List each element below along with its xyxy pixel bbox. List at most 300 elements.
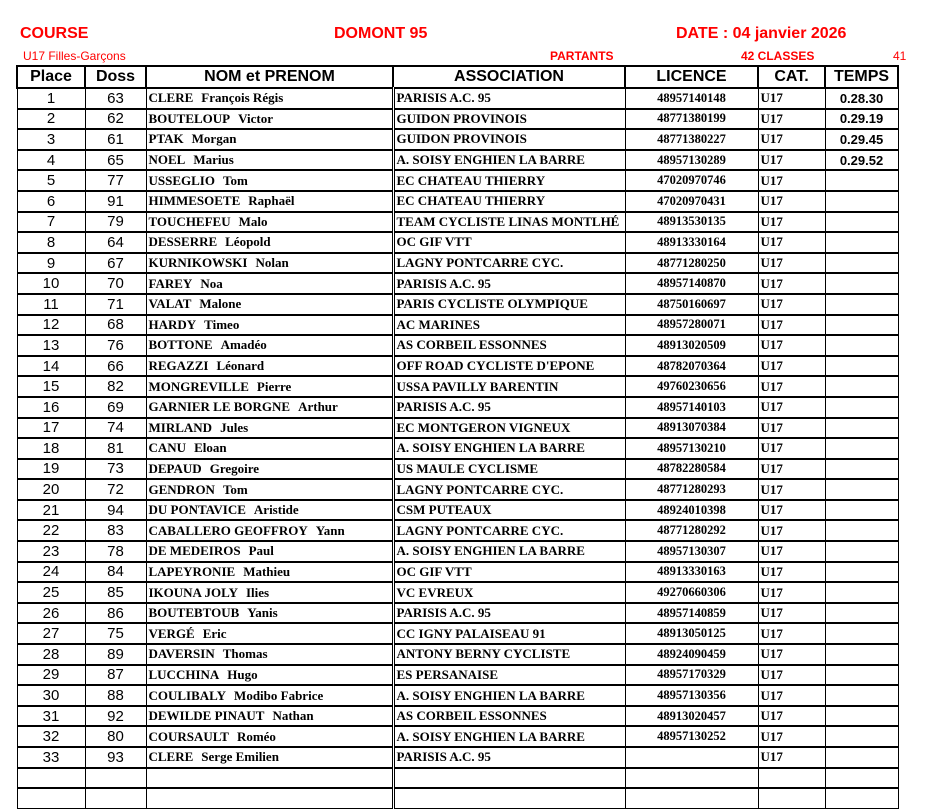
cell-place: 14 [17,356,85,377]
cell-association: PARISIS A.C. 95 [393,747,625,768]
cell-association: PARIS CYCLISTE OLYMPIQUE [393,294,625,315]
cell-association: USSA PAVILLY BARENTIN [393,376,625,397]
cell-nom-prenom [146,253,393,274]
cell-cat: U17 [758,541,825,562]
table-row [17,644,898,665]
last-name: NOEL [148,152,186,168]
cell-association: AC MARINES [393,315,625,336]
last-name: VERGÉ [148,625,195,641]
cell-nom-prenom [146,191,393,212]
cell-licence: 48913330164 [625,232,758,253]
cell-doss: 62 [85,109,146,130]
cell-doss: 77 [85,170,146,191]
cell-licence: 48771380227 [625,129,758,150]
cell-association: PARISIS A.C. 95 [393,273,625,294]
cell-licence: 48913050125 [625,623,758,644]
table-row [17,232,898,253]
cell-cat: U17 [758,726,825,747]
cell-cat: U17 [758,273,825,294]
cell-association: GUIDON PROVINOIS [393,109,625,130]
first-name: Eloan [194,440,227,456]
cell-place: 2 [17,109,85,130]
cell-association: AS CORBEIL ESSONNES [393,335,625,356]
cell-cat: U17 [758,376,825,397]
cell-place: 20 [17,479,85,500]
cell-doss: 76 [85,335,146,356]
cell-place: 18 [17,438,85,459]
cell-cat: U17 [758,459,825,480]
cell-nom-prenom [146,232,393,253]
cell-licence: 48913020457 [625,706,758,727]
table-row [17,253,898,274]
cell-place: 13 [17,335,85,356]
cell-doss: 75 [85,623,146,644]
cell-licence: 48957130307 [625,541,758,562]
cell-nom-prenom [146,170,393,191]
cell-place: 4 [17,150,85,171]
cell-place: 33 [17,747,85,768]
cell-licence: 48957130252 [625,726,758,747]
cell-doss: 68 [85,315,146,336]
empty-cell [85,788,146,808]
cell-place: 10 [17,273,85,294]
cell-nom-prenom [146,541,393,562]
table-row [17,315,898,336]
cell-temps [825,685,898,706]
cell-temps: 0.29.45 [825,129,898,150]
cell-nom-prenom [146,623,393,644]
first-name: Paul [248,543,274,559]
cell-licence: 48957130356 [625,685,758,706]
last-name: GENDRON [148,481,215,497]
last-name: BOUTELOUP [148,110,231,126]
empty-cell [146,788,393,808]
cell-temps: 0.29.19 [825,109,898,130]
cell-nom-prenom [146,685,393,706]
cell-doss: 72 [85,479,146,500]
cell-association: AS CORBEIL ESSONNES [393,706,625,727]
cell-doss: 94 [85,500,146,521]
cell-licence: 48913530135 [625,212,758,233]
cell-association: GUIDON PROVINOIS [393,129,625,150]
cell-cat: U17 [758,294,825,315]
cell-temps [825,479,898,500]
last-name: MIRLAND [148,419,213,435]
empty-cell [393,768,625,789]
empty-cell [825,768,898,789]
cell-licence: 48924010398 [625,500,758,521]
cell-licence: 48957140870 [625,273,758,294]
cell-licence: 48957140859 [625,603,758,624]
cell-temps [825,212,898,233]
cell-nom-prenom [146,582,393,603]
cell-doss: 65 [85,150,146,171]
cell-nom-prenom [146,88,393,109]
cell-association: ANTONY BERNY CYCLISTE [393,644,625,665]
cell-licence: 48913070384 [625,418,758,439]
cell-association: PARISIS A.C. 95 [393,603,625,624]
cell-association: PARISIS A.C. 95 [393,88,625,109]
last-name: TOUCHEFEU [148,213,231,229]
cell-doss: 92 [85,706,146,727]
cell-doss: 87 [85,665,146,686]
cell-temps [825,562,898,583]
results-table [16,65,899,809]
cell-cat: U17 [758,623,825,644]
first-name: Tom [222,481,248,497]
cell-temps [825,520,898,541]
cell-doss: 73 [85,459,146,480]
cell-cat: U17 [758,315,825,336]
cell-place: 25 [17,582,85,603]
first-name: Tom [222,172,248,188]
cell-place: 23 [17,541,85,562]
cell-nom-prenom [146,129,393,150]
col-header-nom: NOM et PRENOM [146,66,393,88]
table-row [17,479,898,500]
first-name: Amadéo [220,337,267,353]
cell-temps [825,623,898,644]
cell-place: 5 [17,170,85,191]
table-row [17,88,898,109]
cell-doss: 71 [85,294,146,315]
first-name: Serge Emilien [201,749,279,765]
cell-association: EC CHATEAU THIERRY [393,191,625,212]
last-name: COURSAULT [148,728,229,744]
cell-temps [825,397,898,418]
cell-association: ES PERSANAISE [393,665,625,686]
last-name: BOTTONE [148,337,213,353]
table-row [17,438,898,459]
cell-association: TEAM CYCLISTE LINAS MONTLHÉ [393,212,625,233]
cell-doss: 78 [85,541,146,562]
table-row [17,397,898,418]
cell-cat: U17 [758,418,825,439]
cell-temps [825,356,898,377]
col-header-licence: LICENCE [625,66,758,88]
cell-temps [825,315,898,336]
last-name: USSEGLIO [148,172,215,188]
cell-place: 24 [17,562,85,583]
last-name: HARDY [148,316,197,332]
cell-association: LAGNY PONTCARRE CYC. [393,520,625,541]
last-name: CABALLERO GEOFFROY [148,522,308,538]
cell-nom-prenom [146,665,393,686]
last-name: BOUTEBTOUB [148,605,240,621]
cell-temps: 0.29.52 [825,150,898,171]
table-row [17,562,898,583]
cell-nom-prenom [146,459,393,480]
empty-cell [625,788,758,808]
empty-cell [85,768,146,789]
empty-cell [17,768,85,789]
cell-nom-prenom [146,335,393,356]
cell-association: A. SOISY ENGHIEN LA BARRE [393,541,625,562]
last-name: HIMMESOETE [148,193,241,209]
col-header-place: Place [17,66,85,88]
first-name: Aristide [253,502,299,518]
first-name: Léopold [225,234,271,250]
first-name: Noa [200,275,223,291]
cell-place: 1 [17,88,85,109]
cell-nom-prenom [146,479,393,500]
cell-licence [625,747,758,768]
cell-nom-prenom [146,418,393,439]
table-row [17,170,898,191]
table-row [17,129,898,150]
cell-cat: U17 [758,212,825,233]
cell-licence: 48957280071 [625,315,758,336]
table-row [17,150,898,171]
empty-cell [758,768,825,789]
cell-cat: U17 [758,520,825,541]
table-row [17,335,898,356]
cell-place: 31 [17,706,85,727]
cell-licence: 48771280293 [625,479,758,500]
col-header-doss: Doss [85,66,146,88]
cell-cat: U17 [758,685,825,706]
cell-place: 29 [17,665,85,686]
table-row [17,459,898,480]
empty-cell [625,768,758,789]
first-name: Malo [238,213,268,229]
cell-cat: U17 [758,191,825,212]
cell-place: 9 [17,253,85,274]
first-name: Mathieu [243,563,291,579]
cell-licence: 48782280584 [625,459,758,480]
cell-licence: 48771280250 [625,253,758,274]
cell-temps [825,541,898,562]
cell-place: 16 [17,397,85,418]
cell-temps [825,376,898,397]
cell-doss: 85 [85,582,146,603]
first-name: François Régis [201,90,284,106]
cell-nom-prenom [146,562,393,583]
cell-nom-prenom [146,397,393,418]
cell-association: OC GIF VTT [393,232,625,253]
cell-nom-prenom [146,273,393,294]
cell-cat: U17 [758,150,825,171]
empty-cell [393,788,625,808]
cell-temps [825,582,898,603]
classified-count: 41 [893,49,907,63]
table-row [17,294,898,315]
cell-licence: 48957170329 [625,665,758,686]
cell-doss: 88 [85,685,146,706]
cell-licence: 48913020509 [625,335,758,356]
cell-nom-prenom [146,109,393,130]
cell-temps [825,170,898,191]
race-date: DATE : 04 janvier 2026 [676,25,847,42]
cell-place: 7 [17,212,85,233]
first-name: Modibo Fabrice [234,687,324,703]
cell-temps [825,747,898,768]
cell-place: 8 [17,232,85,253]
last-name: LAPEYRONIE [148,563,236,579]
cell-nom-prenom [146,747,393,768]
cell-cat: U17 [758,706,825,727]
table-row [17,541,898,562]
cell-association: A. SOISY ENGHIEN LA BARRE [393,438,625,459]
cell-cat: U17 [758,253,825,274]
last-name: REGAZZI [148,358,209,374]
cell-cat: U17 [758,582,825,603]
cell-temps [825,418,898,439]
first-name: Ilies [245,584,270,600]
cell-doss: 93 [85,747,146,768]
empty-table-row [17,768,898,789]
empty-table-row [17,788,898,808]
cell-place: 19 [17,459,85,480]
cell-temps [825,603,898,624]
cell-association: A. SOISY ENGHIEN LA BARRE [393,726,625,747]
cell-place: 28 [17,644,85,665]
cell-place: 21 [17,500,85,521]
cell-nom-prenom [146,294,393,315]
last-name: PTAK [148,131,184,147]
cell-place: 27 [17,623,85,644]
cell-cat: U17 [758,438,825,459]
cell-temps [825,438,898,459]
last-name: MONGREVILLE [148,378,249,394]
cell-place: 32 [17,726,85,747]
cell-doss: 82 [85,376,146,397]
last-name: COULIBALY [148,687,227,703]
cell-place: 6 [17,191,85,212]
cell-cat: U17 [758,747,825,768]
cell-temps [825,294,898,315]
cell-temps [825,665,898,686]
cell-association: A. SOISY ENGHIEN LA BARRE [393,150,625,171]
cell-association: US MAULE CYCLISME [393,459,625,480]
empty-cell [17,788,85,808]
cell-nom-prenom [146,706,393,727]
cell-doss: 86 [85,603,146,624]
cell-nom-prenom [146,520,393,541]
course-label: COURSE [20,25,89,42]
cell-cat: U17 [758,500,825,521]
cell-association: LAGNY PONTCARRE CYC. [393,253,625,274]
cell-licence: 48957130210 [625,438,758,459]
last-name: DU PONTAVICE [148,502,246,518]
cell-licence: 49270660306 [625,582,758,603]
col-header-association: ASSOCIATION [393,66,625,88]
cell-temps [825,644,898,665]
cell-licence: 47020970431 [625,191,758,212]
first-name: Léonard [216,358,265,374]
last-name: VALAT [148,296,192,312]
cell-temps: 0.28.30 [825,88,898,109]
cell-temps [825,500,898,521]
cell-nom-prenom [146,438,393,459]
cell-cat: U17 [758,232,825,253]
table-row [17,726,898,747]
first-name: Pierre [256,378,292,394]
cell-licence: 48750160697 [625,294,758,315]
first-name: Thomas [222,646,268,662]
cell-place: 26 [17,603,85,624]
cell-temps [825,253,898,274]
table-row [17,376,898,397]
race-category: U17 Filles-Garçons [23,49,126,63]
cell-doss: 81 [85,438,146,459]
table-row [17,418,898,439]
last-name: CANU [148,440,187,456]
col-header-cat: CAT. [758,66,825,88]
cell-temps [825,706,898,727]
cell-place: 3 [17,129,85,150]
table-row [17,582,898,603]
last-name: KURNIKOWSKI [148,255,248,271]
cell-association: OC GIF VTT [393,562,625,583]
cell-association: OFF ROAD CYCLISTE D'EPONE [393,356,625,377]
table-row [17,747,898,768]
last-name: DEPAUD [148,460,202,476]
first-name: Arthur [298,399,338,415]
table-row [17,191,898,212]
race-location: DOMONT 95 [334,25,428,42]
last-name: CLERE [148,90,194,106]
first-name: Jules [220,419,249,435]
partants-label: PARTANTS [550,49,614,63]
first-name: Victor [238,110,274,126]
cell-temps [825,273,898,294]
first-name: Nathan [272,708,314,724]
cell-licence: 48782070364 [625,356,758,377]
table-row [17,520,898,541]
last-name: GARNIER LE BORGNE [148,399,291,415]
cell-association: LAGNY PONTCARRE CYC. [393,479,625,500]
cell-nom-prenom [146,500,393,521]
first-name: Gregoire [209,460,260,476]
table-row [17,623,898,644]
partants-classes: 42 CLASSES [741,49,815,63]
table-row [17,500,898,521]
cell-nom-prenom [146,150,393,171]
cell-licence: 48913330163 [625,562,758,583]
cell-licence: 48771280292 [625,520,758,541]
table-row [17,685,898,706]
cell-doss: 84 [85,562,146,583]
cell-association: EC MONTGERON VIGNEUX [393,418,625,439]
cell-doss: 70 [85,273,146,294]
cell-nom-prenom [146,603,393,624]
table-row [17,356,898,377]
cell-association: PARISIS A.C. 95 [393,397,625,418]
cell-temps [825,726,898,747]
cell-cat: U17 [758,88,825,109]
cell-licence: 47020970746 [625,170,758,191]
cell-cat: U17 [758,665,825,686]
first-name: Eric [202,625,227,641]
cell-doss: 69 [85,397,146,418]
first-name: Malone [199,296,242,312]
cell-doss: 63 [85,88,146,109]
cell-licence: 48924090459 [625,644,758,665]
first-name: Marius [193,152,234,168]
cell-licence: 48771380199 [625,109,758,130]
cell-licence: 49760230656 [625,376,758,397]
cell-temps [825,335,898,356]
cell-doss: 74 [85,418,146,439]
cell-association: CSM PUTEAUX [393,500,625,521]
cell-nom-prenom [146,356,393,377]
cell-doss: 89 [85,644,146,665]
first-name: Raphaël [248,193,295,209]
cell-nom-prenom [146,315,393,336]
cell-temps [825,191,898,212]
cell-cat: U17 [758,129,825,150]
